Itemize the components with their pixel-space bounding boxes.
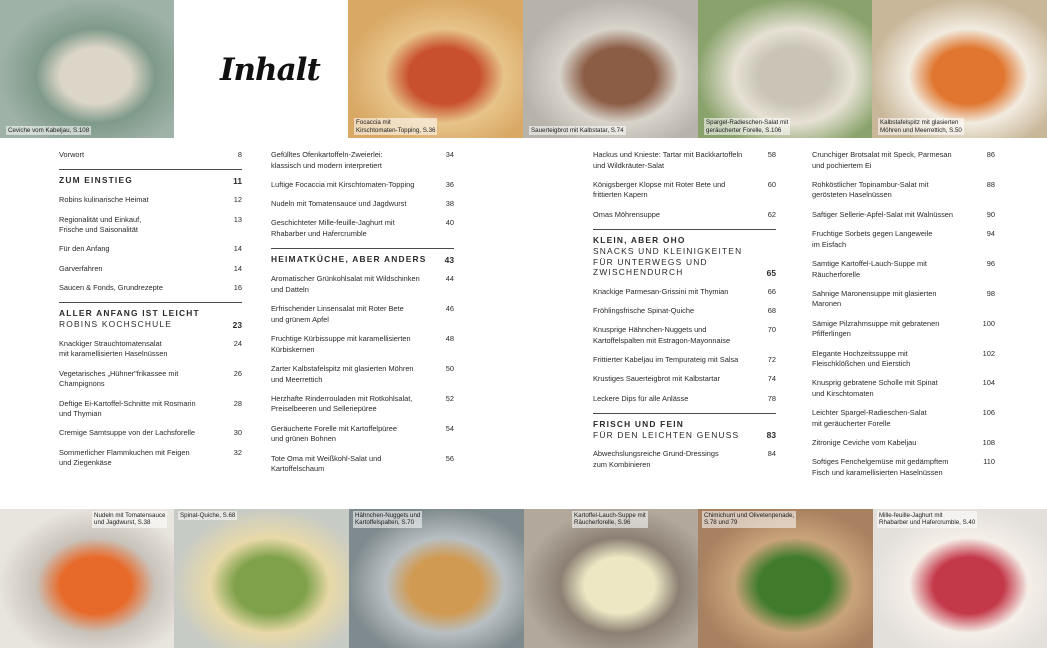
toc-column-2 <box>271 150 454 500</box>
section-page: 23 <box>232 319 242 330</box>
toc-entry-title: Gefülltes Ofenkartoffeln-Zweierlei: klassisch und modern interpretiert <box>271 150 383 170</box>
photo-caption: Nudeln mit Tomatensauce und Jagdwurst, S.38 <box>94 512 166 527</box>
photo-caption: Sauerteigbrot mit Kalbstatar, S.74 <box>531 126 624 134</box>
photo-caption: Kartoffel-Lauch-Suppe mit Räucherforelle, S.96 <box>574 512 646 527</box>
toc-entry-page: 86 <box>986 150 995 159</box>
page-title: Inhalt <box>220 52 320 88</box>
toc-entry-page: 60 <box>767 179 776 189</box>
toc-entry-page: 78 <box>767 393 776 403</box>
toc-entry-title: Aromatischer Grünkohlsalat mit Wildschinken und Datteln <box>271 274 420 294</box>
section-subtitle: FÜR DEN LEICHTEN GENUSS <box>593 429 740 440</box>
toc-entry-title: Deftige Ei-Kartoffel-Schnitte mit Rosmarin und Thymian <box>59 398 196 419</box>
section-title: HEIMATKÜCHE, ABER ANDERS <box>271 254 427 265</box>
toc-entry <box>812 457 995 478</box>
toc-entry-title: Luftige Focaccia mit Kirschtomaten-Topping <box>271 179 415 189</box>
toc-entry-title: Für den Anfang <box>59 244 110 254</box>
photo-caption: Focaccia mit Kirschtomaten-Topping, S.36 <box>356 119 436 134</box>
photo-caption: Kalbstafelspitz mit glasierten Möhren und Meerrettich, S.50 <box>880 119 962 134</box>
section-title-lines <box>59 175 222 186</box>
section-subtitle: ROBINS KOCHSCHULE <box>59 319 173 330</box>
toc-entry-title: Erfrischender Linsensalat mit Roter Bete und grünem Apfel <box>271 304 404 324</box>
toc-entry-title: Saftiger Sellerie-Apfel-Salat mit Walnüssen <box>812 209 954 219</box>
toc-entry <box>812 259 995 280</box>
toc-entry <box>271 454 454 475</box>
toc-entry-page: 88 <box>986 179 995 189</box>
photo-nuggets <box>349 509 524 648</box>
section-page: 11 <box>233 176 242 187</box>
toc-entry-title: Sahnige Maronensuppe mit glasierten Maronen <box>812 288 937 309</box>
photo-kartoffel-suppe <box>524 509 698 648</box>
toc-entry <box>812 229 995 250</box>
photo-caption: Hähnchen-Nuggets und Kartoffelspalten, S.70 <box>355 512 421 527</box>
toc-entry-title: Frittierter Kabeljau im Tempurateig mit Salsa <box>593 354 739 364</box>
toc-entry <box>271 334 454 355</box>
toc-entry-title: Samtige Kartoffel-Lauch-Suppe mit Räucherforelle <box>812 258 927 279</box>
photo-caption: Mille-feuille-Jaghurt mit Rhabarber und Hafercrumble, S.40 <box>879 512 976 527</box>
toc-entry-page: 36 <box>445 179 454 189</box>
toc-entry-page: 70 <box>767 325 776 335</box>
toc-entry <box>271 304 454 325</box>
toc-entry <box>271 180 454 191</box>
toc-entry <box>59 264 242 275</box>
toc-entry <box>59 283 242 294</box>
toc-entry-title: Leichter Spargel-Radieschen-Salat mit geräucherter Forelle <box>812 408 927 428</box>
photo-chimichurri <box>698 509 873 648</box>
toc-entry <box>812 319 995 340</box>
toc-entry <box>271 199 454 210</box>
toc-entry <box>593 374 776 385</box>
toc-entry-page: 96 <box>986 258 995 268</box>
toc-entry-title: Hackus und Knieste: Tartar mit Backkartoffeln und Wildkräuter-Salat <box>593 150 743 170</box>
toc-entry-title: Zarter Kalbstafelspitz mit glasierten Möhren und Meerrettich <box>271 363 414 384</box>
toc-entry <box>59 339 242 360</box>
toc-entry <box>812 180 995 201</box>
photo-kalbstafelspitz <box>872 0 1047 138</box>
toc-entry-page: 52 <box>445 393 454 403</box>
toc-entry-title: Fruchtige Sorbets gegen Langeweile im Eisfach <box>812 229 933 249</box>
toc-entry <box>271 394 454 415</box>
toc-entry-title: Leckere Dips für alle Anlässe <box>593 393 689 403</box>
toc-entry-page: 30 <box>233 428 242 438</box>
photo-sauerteigbrot <box>523 0 698 138</box>
photo-caption: Spinat-Quiche, S.68 <box>180 512 236 519</box>
toc-entry-page: 110 <box>983 457 995 467</box>
photo-nudeln <box>0 509 174 648</box>
toc-entry-page: 84 <box>767 449 776 459</box>
section-title-lines <box>271 254 434 265</box>
toc-entry <box>271 218 454 239</box>
section-page: 65 <box>766 267 776 278</box>
toc-entry-page: 13 <box>233 214 242 224</box>
toc-entry-page: 16 <box>233 283 242 292</box>
toc-entry <box>812 438 995 449</box>
toc-entry-page: 56 <box>445 453 454 463</box>
toc-entry-page: 108 <box>982 438 995 448</box>
photo-caption: Ceviche vom Kabeljau, S.108 <box>8 126 90 134</box>
toc-entry-title: Königsberger Klopse mit Roter Bete und frittierten Kapern <box>593 179 726 200</box>
toc-entry-page: 38 <box>445 199 454 209</box>
toc-entry-title: Geschichteter Mille-feuille-Jaghurt mit Rhabarber und Hafercrumble <box>271 218 395 239</box>
toc-entry <box>59 244 242 255</box>
section-title-lines <box>593 419 756 441</box>
toc-entry-page: 106 <box>982 408 995 418</box>
toc-entry <box>593 449 776 470</box>
toc-entry <box>812 349 995 370</box>
toc-entry <box>59 369 242 390</box>
toc-entry <box>593 355 776 366</box>
toc-entry-title: Fröhlingsfrische Spinat-Quiche <box>593 305 695 315</box>
toc-entry-title: Saucen & Fonds, Grundrezepte <box>59 283 163 292</box>
toc-entry-title: Rohköstlicher Topinambur-Salat mit gerösteten Haselnüssen <box>812 179 929 200</box>
photo-caption: Spargel-Radieschen-Salat mit geräucherter Forelle, S.106 <box>706 119 789 134</box>
toc-entry-title: Knackiger Strauchtomatensalat mit karamellisierten Haselnüssen <box>59 338 168 359</box>
toc-entry-title: Zitronige Ceviche vom Kabeljau <box>812 438 917 448</box>
toc-entry <box>812 210 995 221</box>
toc-entry-page: 40 <box>445 218 454 228</box>
toc-entry-page: 14 <box>233 263 242 273</box>
toc-entry-page: 62 <box>767 209 776 219</box>
toc-entry-page: 50 <box>445 363 454 373</box>
toc-entry-page: 90 <box>986 209 995 219</box>
toc-entry-page: 8 <box>237 150 242 159</box>
toc-entry <box>59 195 242 206</box>
toc-column-1 <box>59 150 242 500</box>
toc-entry-title: Knusprige Hähnchen-Nuggets und Kartoffelspalten mit Estragon-Mayonnaise <box>593 325 731 345</box>
section-subtitle: SNACKS UND KLEINIGKEITEN <box>593 246 743 257</box>
toc-entry-title: Cremige Samtsuppe von der Lachsforelle <box>59 428 195 438</box>
toc-entry-page: 74 <box>767 374 776 384</box>
section-title-lines <box>593 235 756 278</box>
toc-entry-page: 100 <box>982 318 995 328</box>
toc-entry <box>812 150 995 171</box>
toc-section-heading <box>59 169 242 186</box>
toc-entry-title: Herzhafte Rinderrouladen mit Rotkohlsalat, Preiselbeeren und Selleriepüree <box>271 393 413 414</box>
photo-spargel-salat <box>698 0 872 138</box>
photo-spinat-quiche <box>174 509 349 648</box>
toc-entry-title: Garverfahren <box>59 263 103 273</box>
toc-entry-page: 102 <box>982 348 995 358</box>
toc-entry-page: 68 <box>767 305 776 315</box>
title-area <box>174 0 348 138</box>
toc-entry <box>59 428 242 439</box>
toc-entry <box>593 210 776 221</box>
toc-entry <box>59 399 242 420</box>
toc-entry <box>593 394 776 405</box>
toc-entry <box>59 150 242 161</box>
toc-column-4 <box>812 150 995 500</box>
toc-entry <box>593 306 776 317</box>
toc-entry <box>812 408 995 429</box>
toc-entry-page: 44 <box>445 274 454 284</box>
toc-section-heading <box>593 229 776 278</box>
toc-entry-title: Sämige Pilzrahmsuppe mit gebratenen Pfifferlingen <box>812 318 940 339</box>
toc-entry-title: Tote Oma mit Weißkohl-Salat und Kartoffelschaum <box>271 453 382 474</box>
toc-entry-title: Fruchtige Kürbissuppe mit karamellisierten Kürbiskernen <box>271 334 411 354</box>
toc-entry-title: Vorwort <box>59 150 85 159</box>
toc-entry <box>812 378 995 399</box>
toc-entry-page: 26 <box>233 368 242 378</box>
toc-section-heading <box>59 302 242 330</box>
section-title: ZUM EINSTIEG <box>59 175 133 186</box>
toc-entry-page: 24 <box>233 338 242 348</box>
photo-focaccia <box>348 0 523 138</box>
toc-entry <box>593 325 776 346</box>
toc-section-heading <box>593 413 776 441</box>
toc-column-3 <box>593 150 776 500</box>
toc-entry-page: 98 <box>986 288 995 298</box>
toc-entry-page: 32 <box>233 447 242 457</box>
toc-entry-page: 58 <box>767 150 776 159</box>
toc-entry-page: 94 <box>986 229 995 239</box>
toc-entry-page: 12 <box>233 195 242 205</box>
toc-entry-title: Robins kulinarische Heimat <box>59 195 149 205</box>
toc-entry <box>593 150 776 171</box>
toc-entry-page: 48 <box>445 334 454 344</box>
section-title-lines <box>59 308 222 330</box>
toc-entry-title: Knackige Parmesan-Grissini mit Thymian <box>593 286 729 296</box>
toc-entry <box>593 287 776 298</box>
toc-entry-page: 66 <box>767 286 776 296</box>
toc-entry-title: Crunchiger Brotsalat mit Speck, Parmesan und pochiertem Ei <box>812 150 952 170</box>
photo-ceviche <box>0 0 174 138</box>
toc-section-heading <box>271 248 454 265</box>
bottom-photo-strip <box>0 509 1047 648</box>
toc-entry-title: Nudeln mit Tomatensauce und Jagdwurst <box>271 199 407 209</box>
toc-entry-title: Elegante Hochzeitssuppe mit Fleischklößchen und Eierstich <box>812 348 911 369</box>
toc-entry <box>593 180 776 201</box>
toc-entry-title: Geräucherte Forelle mit Kartoffelpüree und grünen Bohnen <box>271 423 397 444</box>
toc-entry-title: Omas Möhrensuppe <box>593 209 660 219</box>
toc-entry-title: Vegetarisches „Hühner"frikassee mit Champignons <box>59 368 179 389</box>
section-title: ALLER ANFANG IST LEICHT <box>59 308 200 319</box>
section-subtitle: ZWISCHENDURCH <box>593 267 684 278</box>
toc-entry-title: Knusprig gebratene Scholle mit Spinat und Kirschtomaten <box>812 378 938 398</box>
section-subtitle: FÜR UNTERWEGS UND <box>593 256 708 267</box>
section-title: KLEIN, ABER OHO <box>593 235 686 246</box>
toc-entry-page: 34 <box>445 150 454 159</box>
toc-entry <box>271 274 454 295</box>
toc-entry-title: Krustiges Sauerteigbrot mit Kalbstartar <box>593 374 720 384</box>
toc-entry-page: 104 <box>982 378 995 388</box>
section-title: FRISCH UND FEIN <box>593 418 685 429</box>
toc-entry-title: Abwechslungsreiche Grund-Dressings zum Kombinieren <box>593 449 719 469</box>
toc-entry <box>271 424 454 445</box>
toc-entry-title: Regionalität und Einkauf, Frische und Saisonalität <box>59 214 142 235</box>
toc-entry <box>271 150 454 171</box>
photo-caption: Chimichurri und Olivetenpenade, S.78 und 79 <box>704 512 795 527</box>
toc-entry <box>59 448 242 469</box>
photo-mille-feuille <box>873 509 1047 648</box>
toc-entry-page: 46 <box>445 304 454 314</box>
toc-entry-page: 54 <box>445 423 454 433</box>
section-page: 43 <box>444 255 454 266</box>
toc-entry <box>812 289 995 310</box>
top-photo-strip <box>0 0 1047 138</box>
toc-entry-page: 72 <box>767 354 776 364</box>
toc-entry <box>271 364 454 385</box>
toc-entry-page: 14 <box>233 244 242 254</box>
section-page: 83 <box>766 430 776 441</box>
toc-entry-title: Sommerlicher Flammkuchen mit Feigen und Ziegenkäse <box>59 447 190 468</box>
toc-entry <box>59 215 242 236</box>
toc-entry-page: 28 <box>233 398 242 408</box>
toc-entry-title: Softiges Fenchelgemüse mit gedämpftem Fisch und karamellisierten Haselnüssen <box>812 457 949 478</box>
